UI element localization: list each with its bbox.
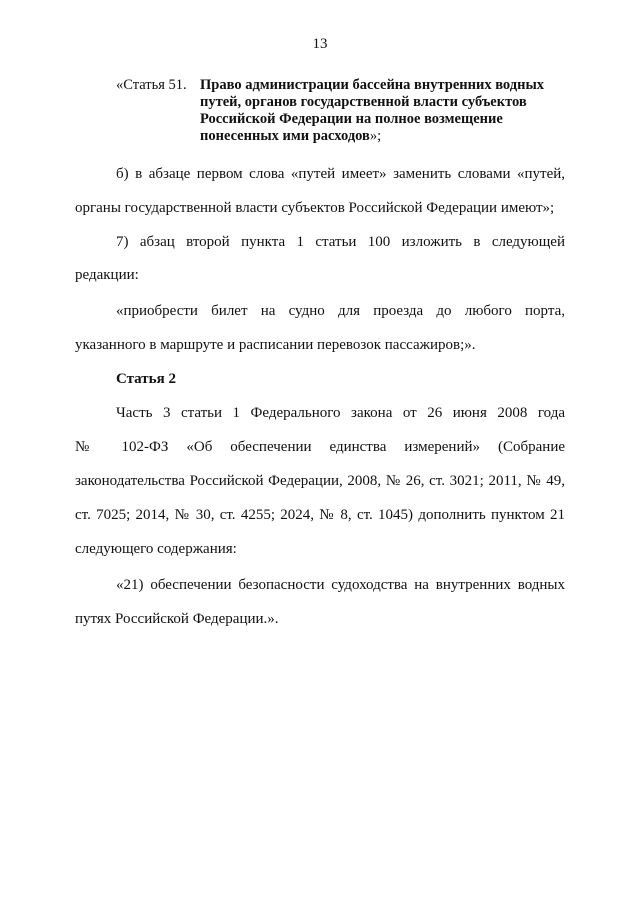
quote-line-1: «приобрести билет на судно для проезда до любого порта, [116,303,565,319]
paragraph-7-line-2: редакции: [75,267,139,283]
article-2-title: Статья 2 [116,371,176,387]
paragraph-b-line-2: органы государственной власти субъектов Российской Федерации имеют»; [75,200,555,216]
article-2-line-1: Часть 3 статьи 1 Федерального закона от 26 июня 2008 года [116,405,565,421]
article-51-title-tail: »; [369,128,382,144]
page-number: 13 [312,36,328,52]
article-2-line-3: законодательства Российской Федерации, 2008, № 26, ст. 3021; 2011, № 49, [75,473,565,489]
article-51-title-text: Право администрации бассейна внутренних водных путей, органов государственной власти субъектов Российской Федерации на полное возмещение понесенных ими расходов [200,77,545,144]
paragraph-b-line-1: б) в абзаце первом слова «путей имеет» заменить словами «путей, [116,166,565,182]
paragraph-7-line-1: 7) абзац второй пункта 1 статьи 100 изложить в следующей [116,234,565,250]
article-2-line-5: следующего содержания: [75,541,237,557]
point-21-line-1: «21) обеспечении безопасности судоходства на внутренних водных [116,577,565,593]
point-21-line-2: путях Российской Федерации.». [75,611,279,627]
quote-line-2: указанного в маршруте и расписании перевозок пассажиров;». [75,337,476,353]
article-2-line-4: ст. 7025; 2014, № 30, ст. 4255; 2024, № 8, ст. 1045) дополнить пунктом 21 [75,507,565,523]
article-51-prefix: «Статья 51. [116,77,187,93]
article-2-line-2: № 102-ФЗ «Об обеспечении единства измерений» (Собрание [75,439,565,455]
article-51-title [200,77,570,145]
